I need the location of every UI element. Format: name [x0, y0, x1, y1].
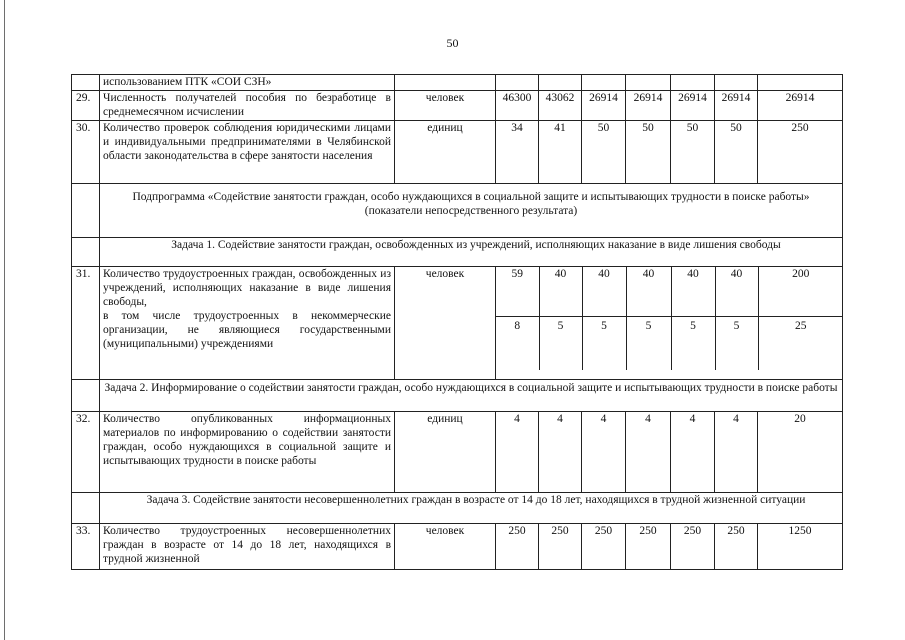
value-cell: 250: [496, 524, 539, 570]
page-number: 50: [446, 36, 459, 50]
value-cell: 50: [582, 121, 626, 184]
value-cell: 40: [715, 267, 758, 317]
row-number: 32.: [72, 412, 100, 493]
value-cell: [715, 75, 758, 91]
value-cell: 26914: [582, 91, 626, 121]
value-cell: 59: [511, 268, 523, 280]
indicator-name: использованием ПТК «СОИ СЗН»: [100, 75, 395, 91]
values-including-row: [496, 317, 843, 371]
table-row: [72, 412, 843, 493]
indicators-table: [71, 74, 843, 570]
indicator-name: Численность получателей пособия по безработице в среднемесячном исчислении: [100, 91, 395, 121]
indicator-name: [100, 267, 395, 380]
unit-cell: человек: [395, 91, 496, 121]
subprogram-cell: [100, 184, 843, 238]
value-cell: 40: [626, 267, 671, 317]
value-cell: 50: [626, 121, 671, 184]
row-number: [72, 75, 100, 91]
value-cell: 250: [671, 524, 715, 570]
value-cell: 46300: [496, 91, 539, 121]
value-cell: 26914: [715, 91, 758, 121]
task-3-title: Задача 3. Содействие занятости несовершеннолетних граждан в возрасте от 14 до 18 лет, находящихся в трудной жизненной ситуации: [100, 493, 843, 524]
value-cell: 26914: [758, 91, 843, 121]
value-cell: 4: [582, 412, 626, 493]
unit-cell: единиц: [395, 121, 496, 184]
value-cell: [582, 75, 626, 91]
unit-cell: человек: [395, 267, 496, 380]
indicator-name: Количество трудоустроенных несовершеннолетних граждан в возрасте от 14 до 18 лет, находящихся в трудной жизненной: [100, 524, 395, 570]
task-row: [72, 493, 843, 524]
indicator-name: Количество опубликованных информационных материалов по информированию о содействии занятости граждан, особо нуждающихся в социальной защите и испытывающих трудности в поиске работы: [100, 412, 395, 493]
subprogram-row: [72, 184, 843, 238]
value-cell: 20: [758, 412, 843, 493]
value-cell: 5: [671, 317, 715, 371]
table-row: [72, 267, 843, 380]
value-cell: [758, 75, 843, 91]
value-cell: 250: [626, 524, 671, 570]
value-cell: 50: [671, 121, 715, 184]
value-cell: 250: [539, 524, 582, 570]
row-number: 33.: [72, 524, 100, 570]
subprogram-title: Подпрограмма «Содействие занятости граждан, особо нуждающихся в социальной защите и испытывающих трудности в поиске работы»: [132, 191, 810, 203]
value-cell: [626, 75, 671, 91]
value-cell: 8: [496, 317, 539, 371]
value-cell: 250: [582, 524, 626, 570]
subprogram-subtitle: (показатели непосредственного результата): [364, 205, 578, 217]
value-cell: 250: [715, 524, 758, 570]
value-cell: 26914: [626, 91, 671, 121]
unit-cell: единиц: [395, 412, 496, 493]
value-cell: 4: [496, 412, 539, 493]
value-cell: 40: [582, 267, 626, 317]
value-cell: 40: [539, 267, 582, 317]
value-cell: 34: [496, 121, 539, 184]
row-number: 31.: [72, 267, 100, 380]
value-cell: 5: [539, 317, 582, 371]
value-cell: 41: [539, 121, 582, 184]
task-row: [72, 238, 843, 267]
value-cell: 43062: [539, 91, 582, 121]
value-cell: 4: [539, 412, 582, 493]
table-row: [72, 75, 843, 91]
indicator-name: Количество проверок соблюдения юридическими лицами и индивидуальными предпринимателями в Челябинской области законодательства в сфере занятости населения: [100, 121, 395, 184]
value-cell: 200: [758, 267, 843, 317]
task-row: [72, 380, 843, 412]
task-1-title: Задача 1. Содействие занятости граждан, освобожденных из учреждений, исполняющих наказание в виде лишения свободы: [100, 238, 843, 267]
indicator-name-main: Количество трудоустроенных граждан, освобожденных из учреждений, исполняющих наказание в виде лишения свободы,: [103, 268, 391, 308]
value-cell: 4: [626, 412, 671, 493]
value-cell: 50: [715, 121, 758, 184]
value-cell: [539, 75, 582, 91]
table-row: [72, 524, 843, 570]
row-number: 29.: [72, 91, 100, 121]
value-cell: [671, 75, 715, 91]
unit-cell: человек: [395, 524, 496, 570]
unit-cell: [395, 75, 496, 91]
value-cell: 5: [582, 317, 626, 371]
value-cell: 25: [758, 317, 843, 371]
indicator-name-including: в том числе трудоустроенных в некоммерческие организации, не являющиеся государственными (муниципальными) учреждениями: [103, 310, 391, 350]
table-row: [72, 121, 843, 184]
value-cell: 250: [758, 121, 843, 184]
value-cell: [496, 75, 539, 91]
value-cell: 4: [715, 412, 758, 493]
value-cell: 5: [715, 317, 758, 371]
value-cell: 40: [671, 267, 715, 317]
value-cell: 5: [626, 317, 671, 371]
value-cell: 1250: [758, 524, 843, 570]
values-block: [496, 267, 843, 380]
row-number: 30.: [72, 121, 100, 184]
value-cell: 4: [671, 412, 715, 493]
task-2-title: Задача 2. Информирование о содействии занятости граждан, особо нуждающихся в социальной защите и испытывающих трудности в поиске работы: [100, 380, 843, 412]
scan-left-edge: [4, 0, 5, 640]
values-subtable: [496, 267, 843, 370]
table-row: [72, 91, 843, 121]
value-cell: 26914: [671, 91, 715, 121]
values-total-row: [496, 267, 843, 317]
